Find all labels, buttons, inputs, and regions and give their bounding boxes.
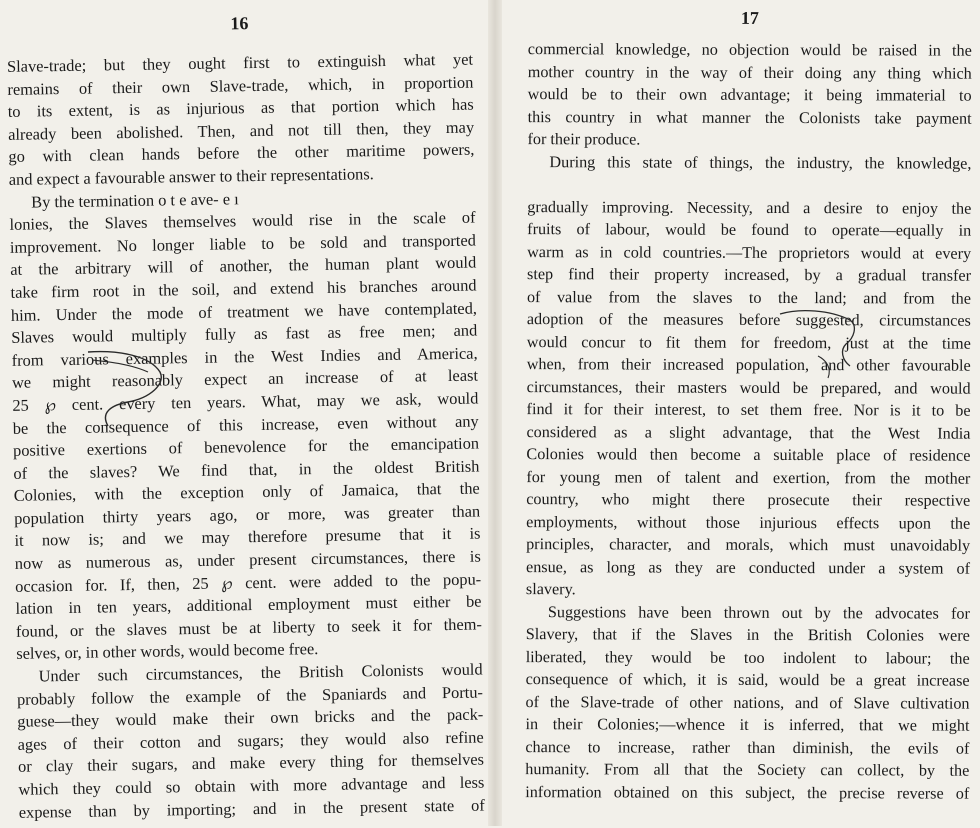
- text-line: improvement. No longer liable to be sold and transported: [9, 230, 476, 257]
- text-line: Suggestions have been thrown out by the advocates for: [547, 602, 970, 623]
- text-line: population thirty years ago, or more, was greater than: [13, 501, 481, 528]
- text-line: expense than by importing; and in the present state of: [18, 795, 485, 822]
- text-line: would concur to fit them for freedom, just at the time: [526, 332, 971, 353]
- right-page: [495, 0, 980, 828]
- text-line: go with clean hands before the other maritime powers,: [8, 139, 475, 167]
- text-line: country, who might there prosecute their respective: [526, 490, 971, 510]
- text-line: circumstances, their masters would be prepared, and would: [526, 377, 971, 398]
- text-line: By the termination o t e ave- e ı: [31, 188, 239, 212]
- text-line: probably follow the example of the Spaniards and Portu-: [16, 682, 484, 709]
- text-line: warm as in cold countries.—The proprietors would at every: [527, 242, 972, 263]
- left-page-text: [7, 49, 485, 824]
- text-line: liberated, they would be too indolent to labour; the: [525, 647, 970, 668]
- text-line: Slavery, that if the Slaves in the British Colonies were: [525, 625, 970, 645]
- text-line: it now is; and we may therefore presume that it is: [14, 523, 481, 551]
- page-number: 16: [230, 13, 249, 34]
- text-line: occasion for. If, then, 25 ℘ cent. were added to the popu-: [15, 569, 482, 596]
- text-line: humanity. From all that the Society can collect, by the: [525, 760, 970, 780]
- text-line: find it for their interest, to set them free. Nor is it to be: [526, 400, 971, 420]
- text-line: ages of their cotton and sugars; they would also refine: [17, 727, 484, 754]
- text-line: him. Under the mode of treatment we have contemplated,: [10, 298, 478, 325]
- text-line: chance to increase, rather than diminish, the evils of: [525, 737, 970, 758]
- text-line: Slaves would multiply fully as fast as free men; and: [11, 320, 478, 347]
- text-line: consequence of which, it is said, would be a great increase: [525, 670, 970, 690]
- text-line: During this state of things, the industry, the knowledge,: [549, 152, 972, 173]
- text-line: employments, without those injurious effects upon the: [526, 512, 971, 533]
- text-line: and expect a favourable answer to their representations.: [8, 164, 374, 189]
- text-line: to its extent, is as injurious as that portion which has: [7, 94, 474, 122]
- text-line: which they could so obtain with more advantage and less: [18, 772, 485, 799]
- text-line: Under such circumstances, the British Colonists would: [38, 659, 483, 686]
- right-page-text: [525, 38, 972, 805]
- text-line: Slave-trade; but they ought first to extinguish what yet: [6, 49, 474, 76]
- text-line: this country in what manner the Colonists take payment: [527, 107, 972, 128]
- text-line: lonies, the Slaves themselves would rise in the scale of: [9, 207, 476, 235]
- text-line: information obtained on this subject, the precise reverse of: [525, 782, 970, 803]
- text-line: positive exertions of benevolence for the emancipation: [12, 433, 480, 460]
- text-line: Colonies would then become a suitable place of residence: [526, 445, 971, 465]
- text-line: would be to their own advantage; it being immaterial to: [527, 85, 972, 105]
- text-line: gradually improving. Necessity, and a desire to enjoy the: [527, 197, 972, 218]
- text-line: or clay their sugars, and make every thing for themselves: [17, 749, 485, 777]
- text-line: considered as a slight advantage, that the West India: [526, 422, 971, 443]
- text-line: of the Slave-trade of other nations, and of Slave cultivation: [525, 692, 970, 713]
- page-number: 17: [740, 7, 759, 28]
- text-line: lation in ten years, additional employment must either be: [15, 591, 482, 619]
- text-line: we might reasonably expect an increase of at least: [11, 365, 479, 393]
- text-line: fruits of labour, would be found to operate—equally in: [527, 220, 972, 240]
- text-line: be the consequence of this increase, even without any: [12, 411, 479, 438]
- text-line: of the slaves? We find that, in the oldest British: [13, 456, 480, 483]
- text-line: found, or the slaves must be at liberty to seek it for them-: [15, 614, 483, 641]
- text-line: for young men of talent and exertion, from the mother: [526, 467, 971, 488]
- text-line: mother country in the way of their doing any thing which: [527, 62, 972, 83]
- text-line: now as numerous as, under present circumstances, there is: [14, 546, 481, 573]
- text-line: 25 ℘ cent. every ten years. What, may we ask, would: [12, 388, 479, 415]
- text-line: for their produce.: [527, 130, 641, 149]
- text-line: guese—they would make their own bricks and the pack-: [17, 704, 484, 732]
- text-line: of value from the slaves to the land; and from the: [526, 287, 971, 308]
- text-line: in their Colonies;—whence it is inferred, that we might: [525, 715, 970, 735]
- text-line: when, from their increased population, and other favourable: [526, 355, 971, 375]
- text-line: at the arbitrary will of another, the human plant would: [10, 252, 477, 280]
- text-line: remains of their own Slave-trade, which, in proportion: [7, 72, 474, 99]
- text-line: step find their property increased, by a gradual transfer: [527, 265, 972, 285]
- text-line: take firm root in the soil, and extend his branches around: [10, 275, 477, 302]
- text-line: Colonies, with the exception only of Jamaica, that the: [13, 478, 480, 506]
- text-line: commercial knowledge, no objection would be raised in the: [527, 40, 972, 60]
- text-line: from various examples in the West Indies and America,: [11, 343, 478, 370]
- text-line: principles, character, and morals, which must unavoidably: [526, 535, 971, 555]
- missing-text-gap: [527, 173, 971, 197]
- text-line: adoption of the measures before suggested, circumstances: [526, 310, 971, 330]
- text-line: already been abolished. Then, and not till then, they may: [7, 117, 475, 144]
- text-line: selves, or, in other words, would become free.: [16, 639, 319, 664]
- text-line: ensue, as long as they are conducted under a system of: [525, 557, 971, 578]
- text-line: slavery.: [525, 580, 576, 599]
